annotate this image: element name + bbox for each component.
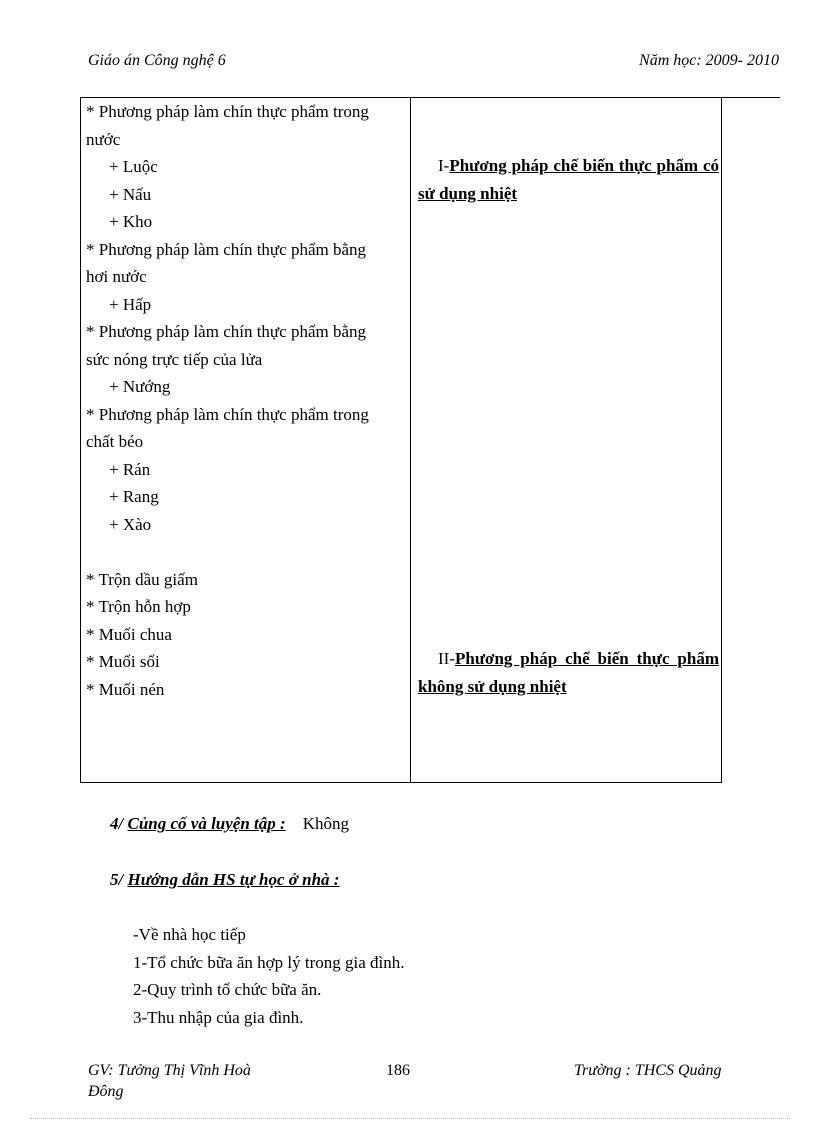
section-4-title: Củng cố và luyện tập : xyxy=(127,814,286,833)
section-1-number: I- xyxy=(438,156,450,175)
section-1-heading xyxy=(418,152,719,207)
footer-teacher: GV: Tưởng Thị Vĩnh Hoà xyxy=(88,1062,251,1079)
table-left-line: + Kho xyxy=(109,212,153,231)
section-2-title: Phương pháp chế biến thực phẩm không sử dụng nhiệt xyxy=(418,649,719,696)
table-left-line: * Phương pháp làm chín thực phẩm trong xyxy=(86,404,369,424)
table-left-column xyxy=(86,98,406,703)
footer-school: Trường : THCS Quảng xyxy=(574,1062,722,1079)
header-subject: Giáo án Công nghệ 6 xyxy=(88,52,226,69)
table-left-line: chất béo xyxy=(86,432,144,451)
table-left-line: hơi nước xyxy=(86,267,147,286)
table-left-line: + Xào xyxy=(109,514,152,534)
table-left-line: + Hấp xyxy=(109,294,152,314)
table-left-line: * Muối nén xyxy=(86,679,165,699)
table-left-line: * Trộn hỗn hợp xyxy=(86,597,191,616)
section-4 xyxy=(110,814,349,834)
homework-item: 2-Quy trình tổ chức bữa ăn. xyxy=(133,980,322,999)
section-2-number: II- xyxy=(438,649,455,668)
homework-item: 3-Thu nhập của gia đình. xyxy=(133,1007,304,1027)
table-left-line: sức nóng trực tiếp của lửa xyxy=(86,349,263,369)
homework-item: -Về nhà học tiếp xyxy=(133,925,246,944)
table-left-line: * Phương pháp làm chín thực phẩm trong xyxy=(86,102,369,121)
table-left-line xyxy=(86,538,406,566)
section-1-title: Phương pháp chế biến thực phẩm có sử dụng nhiệt xyxy=(418,156,719,203)
section-5-title: Hướng dẫn HS tự học ở nhà : xyxy=(127,870,340,889)
page-number: 186 xyxy=(386,1062,410,1079)
table-left-line: * Phương pháp làm chín thực phẩm bằng xyxy=(86,239,367,259)
table-left-line: + Luộc xyxy=(109,157,158,176)
section-2-heading xyxy=(418,645,719,700)
table-left-line: + Rang xyxy=(109,487,159,506)
table-left-line: + Nướng xyxy=(109,377,171,396)
table-left-line: * Trộn dầu giấm xyxy=(86,569,198,589)
table-left-line: + Rán xyxy=(109,459,151,479)
table-left-line: * Muối chua xyxy=(86,624,172,644)
section-5 xyxy=(110,870,339,890)
header-school-year: Năm học: 2009- 2010 xyxy=(639,52,779,69)
section-4-label: 4/ xyxy=(110,814,128,833)
table-left-line: + Nấu xyxy=(109,184,152,204)
table-left-line: * Muối sổi xyxy=(86,652,160,671)
page-bottom-rule xyxy=(30,1118,790,1119)
table-left-line: * Phương pháp làm chín thực phẩm bằng xyxy=(86,322,367,341)
homework-list xyxy=(133,921,405,1031)
footer-teacher-line2: Đông xyxy=(88,1083,124,1100)
section-5-label: 5/ xyxy=(110,870,128,889)
table-column-divider xyxy=(410,97,411,783)
section-4-content: Không xyxy=(302,814,349,833)
homework-item: 1-Tổ chức bữa ăn hợp lý trong gia đình. xyxy=(133,952,405,972)
table-left-line: nước xyxy=(86,129,121,149)
